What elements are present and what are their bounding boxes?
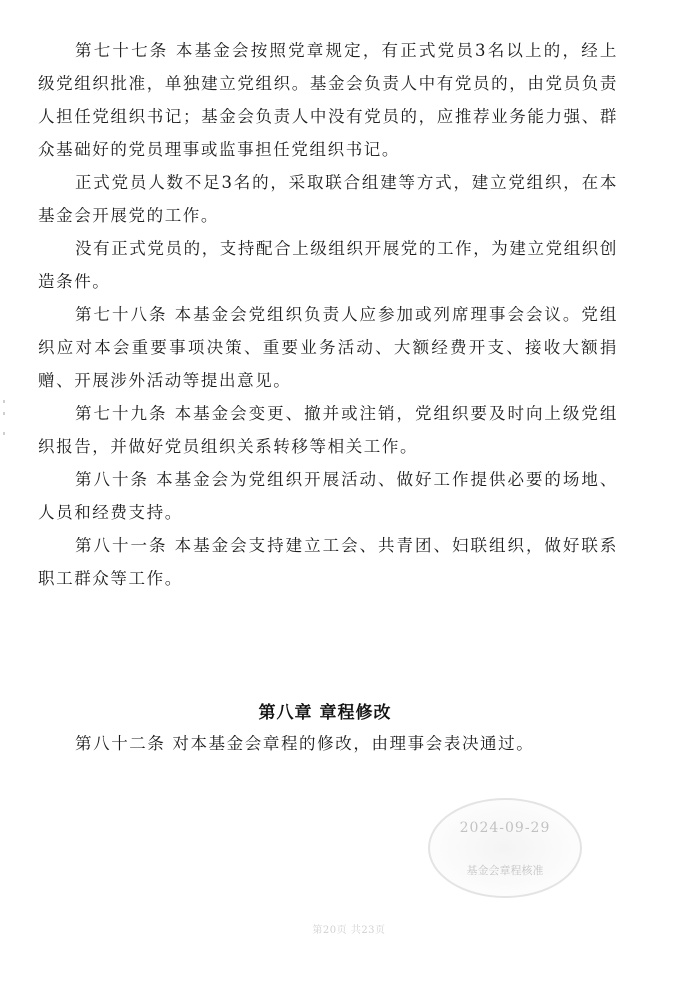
scan-artifact [3,412,5,415]
chapter-heading: 第八章 章程修改 [258,703,392,723]
scan-artifact [3,432,5,435]
paragraph-article-81: 第八十一条 本基金会支持建立工会、共青团、妇联组织，做好联系职工群众等工作。 [38,536,618,588]
paragraph-article-80: 第八十条 本基金会为党组织开展活动、做好工作提供必要的场地、人员和经费支持。 [38,470,618,522]
seal-date: 2024-09-29 [459,820,551,836]
page-number-watermark: 第20页 共23页 [312,925,386,936]
paragraph-article-77: 第七十七条 本基金会按照党章规定，有正式党员3名以上的，经上级党组织批准，单独建立党组织。基金会负责人中有党员的，由党员负责人担任党组织书记；基金会负责人中没有党员的，应推荐业务能力强、群众基础好的党员理事或监事担任党组织书记。 [38,41,618,159]
scan-artifact [3,400,5,403]
paragraph-article-78: 第七十八条 本基金会党组织负责人应参加或列席理事会会议。党组织应对本会重要事项决策、重要业务活动、大额经费开支、接收大额捐赠、开展涉外活动等提出意见。 [38,305,618,390]
paragraph-article-77-c: 没有正式党员的，支持配合上级组织开展党的工作，为建立党组织创造条件。 [38,239,618,291]
paragraph-article-82: 第八十二条 对本基金会章程的修改，由理事会表决通过。 [75,734,535,753]
paragraph-article-77-b: 正式党员人数不足3名的，采取联合组建等方式，建立党组织，在本基金会开展党的工作。 [38,173,618,225]
approval-seal-stamp [428,798,582,898]
body-text [38,34,618,595]
chapter-body [38,727,618,760]
paragraph-article-79: 第七十九条 本基金会变更、撤并或注销，党组织要及时向上级党组织报告，并做好党员组织关系转移等相关工作。 [38,404,618,456]
seal-label: 基金会章程核准 [466,864,544,877]
